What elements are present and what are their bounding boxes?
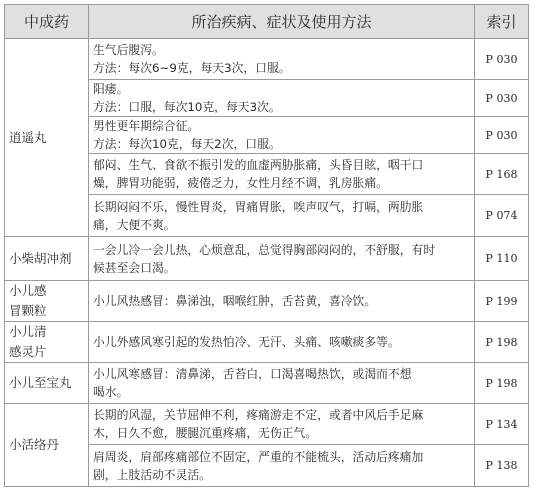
medicine-name-line: 感灵片 [9, 344, 47, 359]
usage-cell [89, 39, 475, 80]
usage-line: 小儿风热感冒：鼻涕浊，咽喉红肿，舌苔黄，喜冷饮。 [93, 294, 377, 308]
page-reference: P 138 [475, 445, 529, 487]
usage-line: 小儿风寒感冒：清鼻涕，舌苔白，口渴喜喝热饮，或渴而不想 [93, 367, 412, 381]
medicine-name-line: 小柴胡冲剂 [9, 250, 72, 266]
usage-line: 喝水。 [93, 385, 129, 399]
usage-line: 剧，上肢活动不灵活。 [93, 467, 211, 482]
page-reference: P 110 [475, 237, 529, 281]
usage-cell [89, 154, 475, 195]
table-row [5, 281, 529, 322]
usage-cell [89, 322, 475, 363]
table-row [5, 363, 529, 404]
medicine-name-line: 冒颗粒 [9, 303, 47, 318]
table-row [5, 39, 529, 80]
usage-cell [89, 195, 475, 237]
medicine-name-line: 小活络丹 [9, 437, 60, 452]
usage-cell [89, 80, 475, 117]
header-usage: 所治疾病、症状及使用方法 [89, 5, 475, 39]
usage-line: 郁闷、生气、食欲不振引发的血虚两胁胀痛，头昏目眩，咽干口 [93, 158, 424, 172]
usage-line: 生气后腹泻。 [93, 43, 164, 57]
page-reference: P 168 [475, 154, 529, 195]
usage-cell [89, 445, 475, 487]
medicine-index-table [4, 4, 529, 487]
medicine-name-cell [5, 281, 89, 322]
usage-line: 男性更年期综合征。 [93, 119, 200, 133]
medicine-name-line: 小儿清 [9, 324, 47, 339]
page-reference: P 030 [475, 80, 529, 117]
usage-line: 长期闷闷不乐，慢性胃炎，胃痛胃胀，唉声叹气，打嗝，两肋胀 [93, 199, 424, 214]
usage-line: 肩周炎，肩部疼痛部位不固定，严重的不能梳头，活动后疼痛加 [93, 449, 424, 464]
page-reference: P 030 [475, 39, 529, 80]
usage-line: 长期的风湿，关节屈伸不利，疼痛游走不定，或者中风后手足麻 [93, 408, 424, 422]
usage-line: 阳痿。 [93, 82, 129, 96]
usage-cell [89, 237, 475, 281]
usage-cell [89, 404, 475, 445]
usage-line: 方法：每次6~9克，每天3次，口服。 [93, 61, 291, 75]
medicine-name-cell [5, 404, 89, 487]
usage-line: 一会儿冷一会儿热，心烦意乱，总觉得胸部闷闷的，不舒服，有时 [93, 242, 436, 257]
header-index: 索引 [475, 5, 529, 39]
medicine-name-cell [5, 322, 89, 363]
page-reference: P 198 [475, 363, 529, 404]
table-row [5, 322, 529, 363]
table-header-row [5, 5, 529, 39]
page-reference: P 074 [475, 195, 529, 237]
usage-line: 小儿外感风寒引起的发热怕冷、无汗、头痛、咳嗽痰多等。 [93, 335, 400, 349]
medicine-name-line: 逍遥丸 [9, 129, 47, 145]
medicine-index-table-container [4, 4, 528, 487]
usage-line: 燥，脾胃功能弱，疲倦乏力，女性月经不调，乳房胀痛。 [93, 176, 388, 190]
page-reference: P 199 [475, 281, 529, 322]
usage-line: 木，日久不愈，腰腿沉重疼痛，无伤正气。 [93, 426, 318, 440]
page-reference: P 134 [475, 404, 529, 445]
medicine-name-cell [5, 39, 89, 237]
table-row [5, 404, 529, 445]
page-reference: P 198 [475, 322, 529, 363]
usage-cell [89, 281, 475, 322]
usage-line: 方法：口服，每次10克，每天3次。 [93, 100, 281, 114]
header-medicine: 中成药 [5, 5, 89, 39]
usage-cell [89, 363, 475, 404]
usage-line: 痛，大便不爽。 [93, 217, 176, 232]
table-row [5, 237, 529, 281]
usage-line: 方法：每次10克，每天2次，口服。 [93, 137, 281, 151]
page-reference: P 030 [475, 117, 529, 154]
table-body [5, 39, 529, 487]
medicine-name-cell [5, 237, 89, 281]
medicine-name-cell [5, 363, 89, 404]
usage-line: 候甚至会口渴。 [93, 260, 176, 275]
medicine-name-line: 小儿至宝丸 [9, 375, 72, 390]
usage-cell [89, 117, 475, 154]
medicine-name-line: 小儿感 [9, 283, 47, 298]
